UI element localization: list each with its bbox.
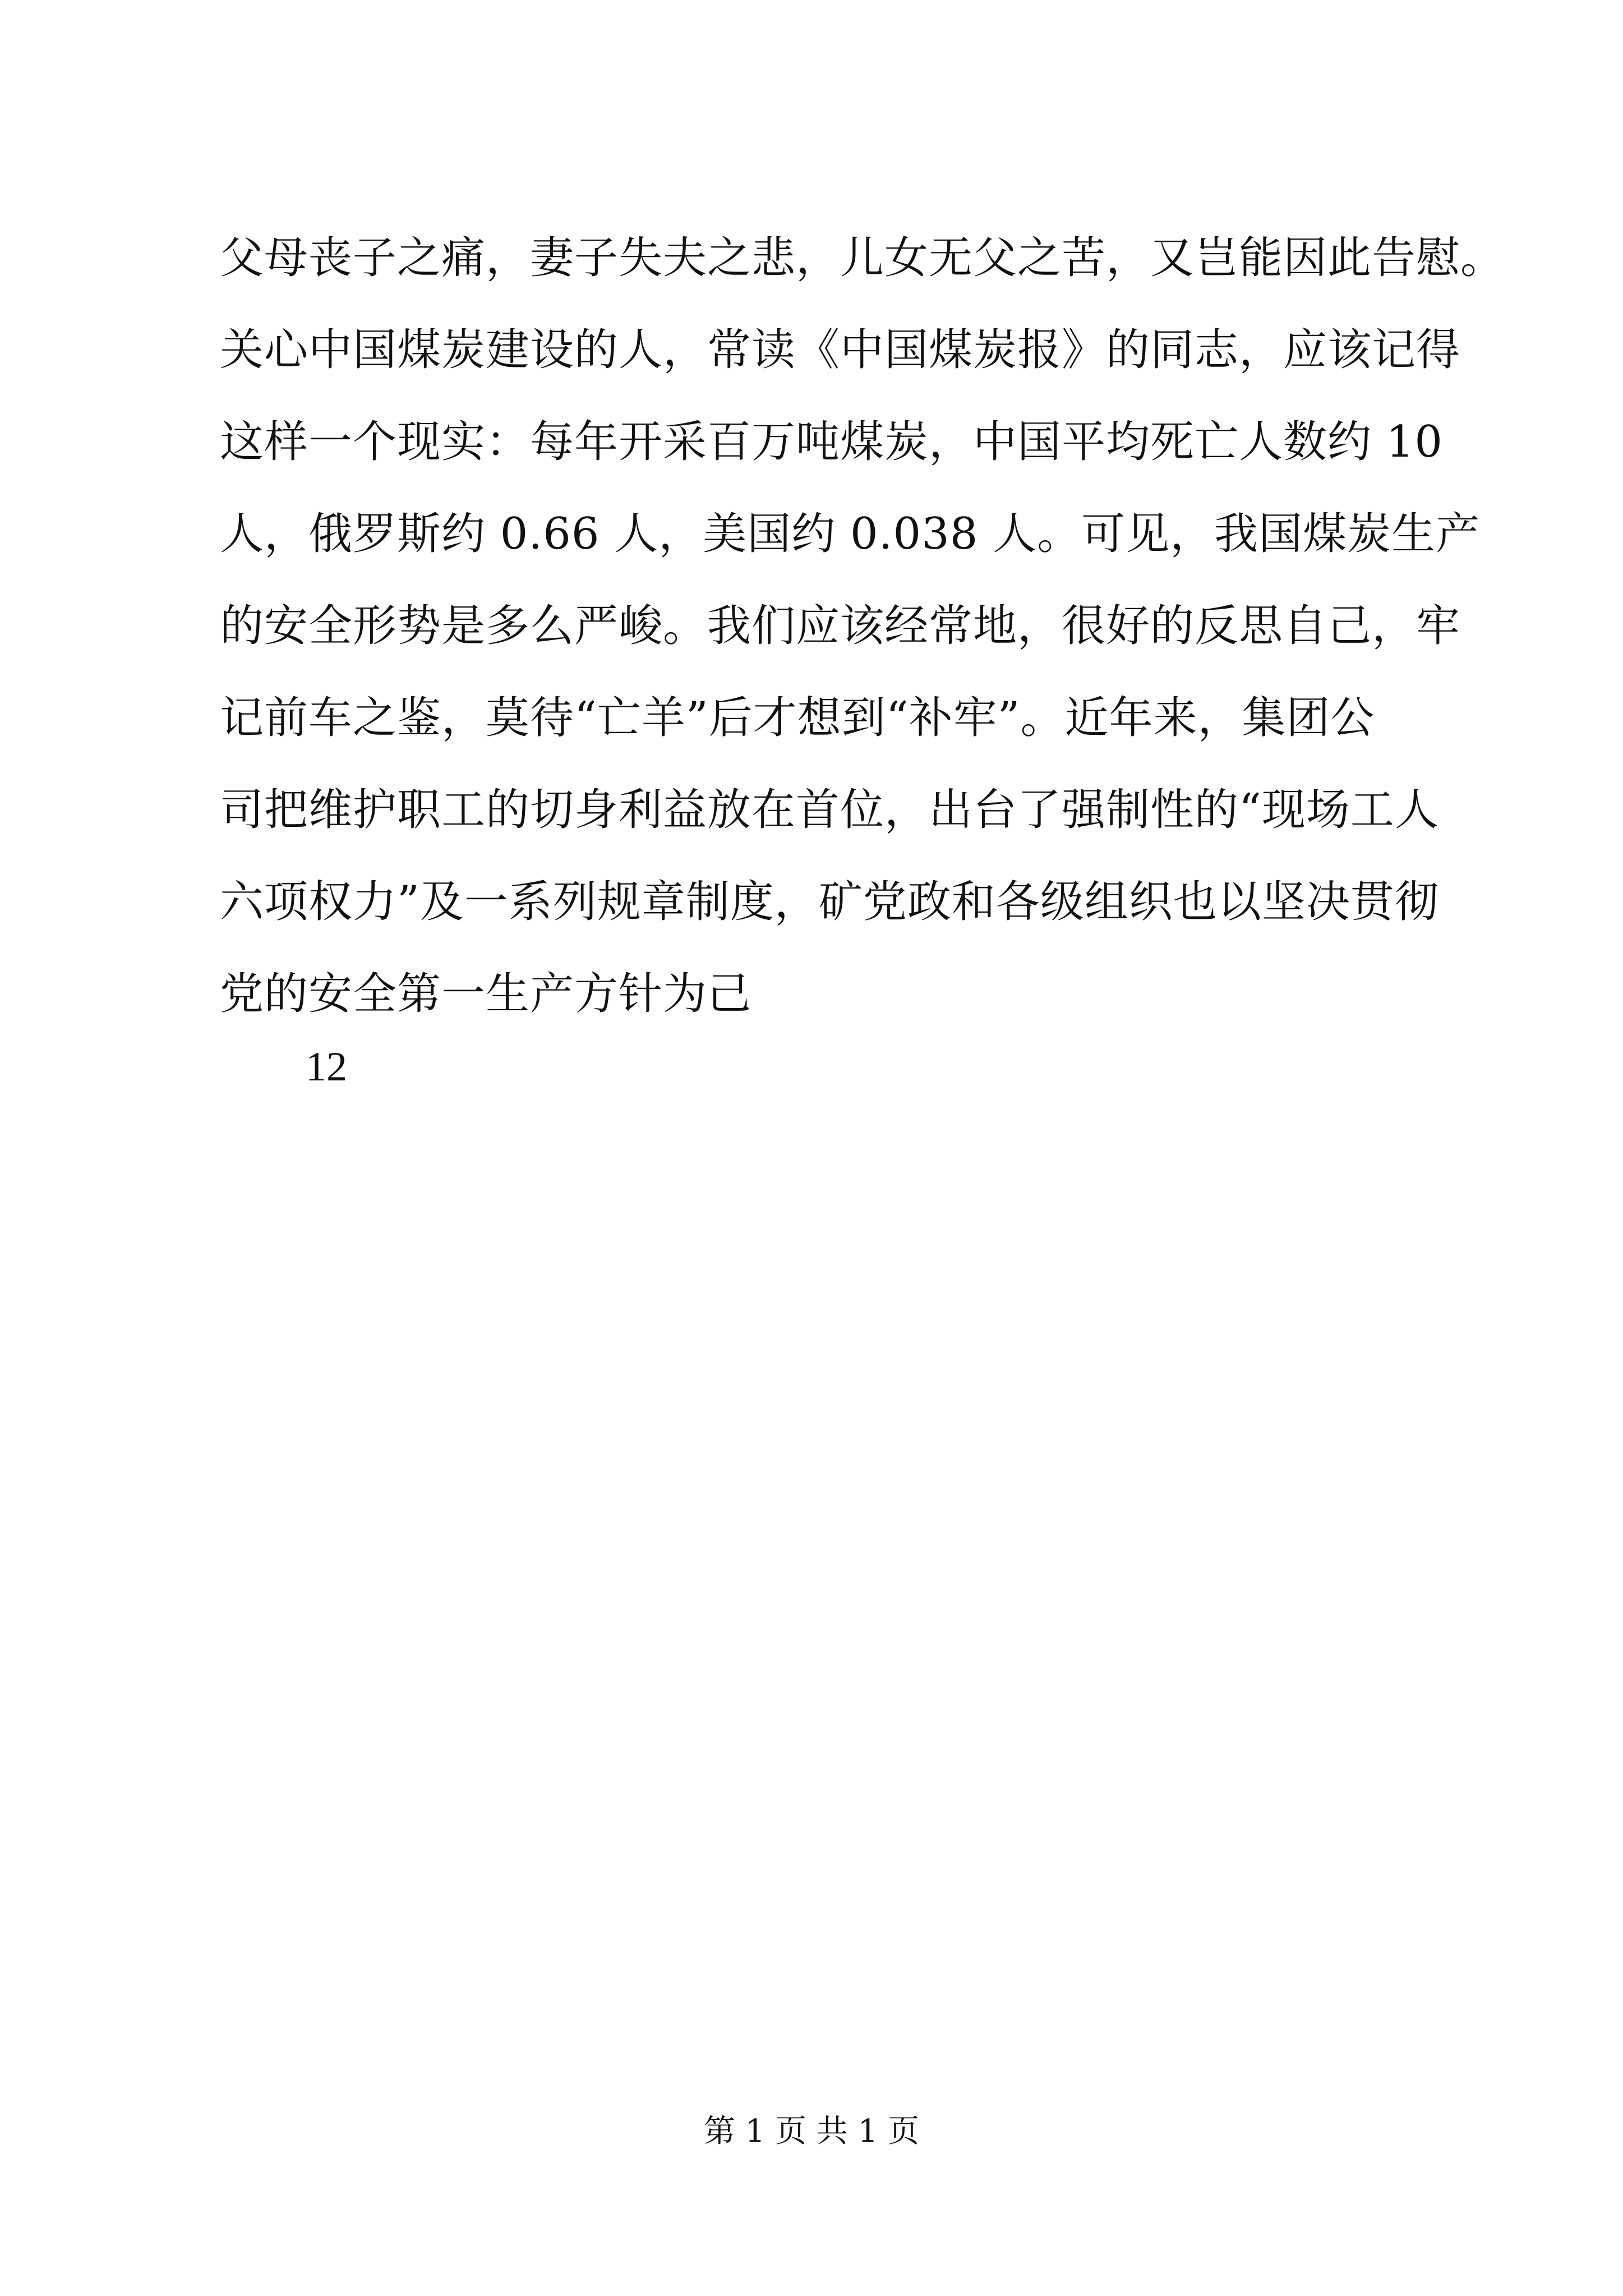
text-line: 党的安全第一生产方针为己 xyxy=(220,969,752,1019)
page-number-mark: 12 xyxy=(306,1044,347,1090)
text-line: 六项权力”及一系列规章制度，矿党政和各级组织也以坚决贯彻 xyxy=(220,877,1439,927)
text-line: 记前车之鉴，莫待“亡羊”后才想到“补牢”。近年来，集团公 xyxy=(220,693,1375,743)
page-footer: 第 1 页 共 1 页 xyxy=(703,2113,920,2150)
body-paragraph xyxy=(220,212,1505,1040)
text-line: 父母丧子之痛，妻子失夫之悲，儿女无父之苦，又岂能因此告慰。 xyxy=(220,233,1505,283)
text-line: 的安全形势是多么严峻。我们应该经常地，很好的反思自己，牢 xyxy=(220,601,1461,651)
text-line: 这样一个现实：每年开采百万吨煤炭，中国平均死亡人数约 10 xyxy=(220,417,1444,467)
text-line: 司把维护职工的切身利益放在首位，出台了强制性的“现场工人 xyxy=(220,785,1439,835)
text-line: 人，俄罗斯约 0.66 人，美国约 0.038 人。可见，我国煤炭生产 xyxy=(220,509,1481,559)
text-line: 关心中国煤炭建设的人，常读《中国煤炭报》的同志，应该记得 xyxy=(220,325,1461,375)
